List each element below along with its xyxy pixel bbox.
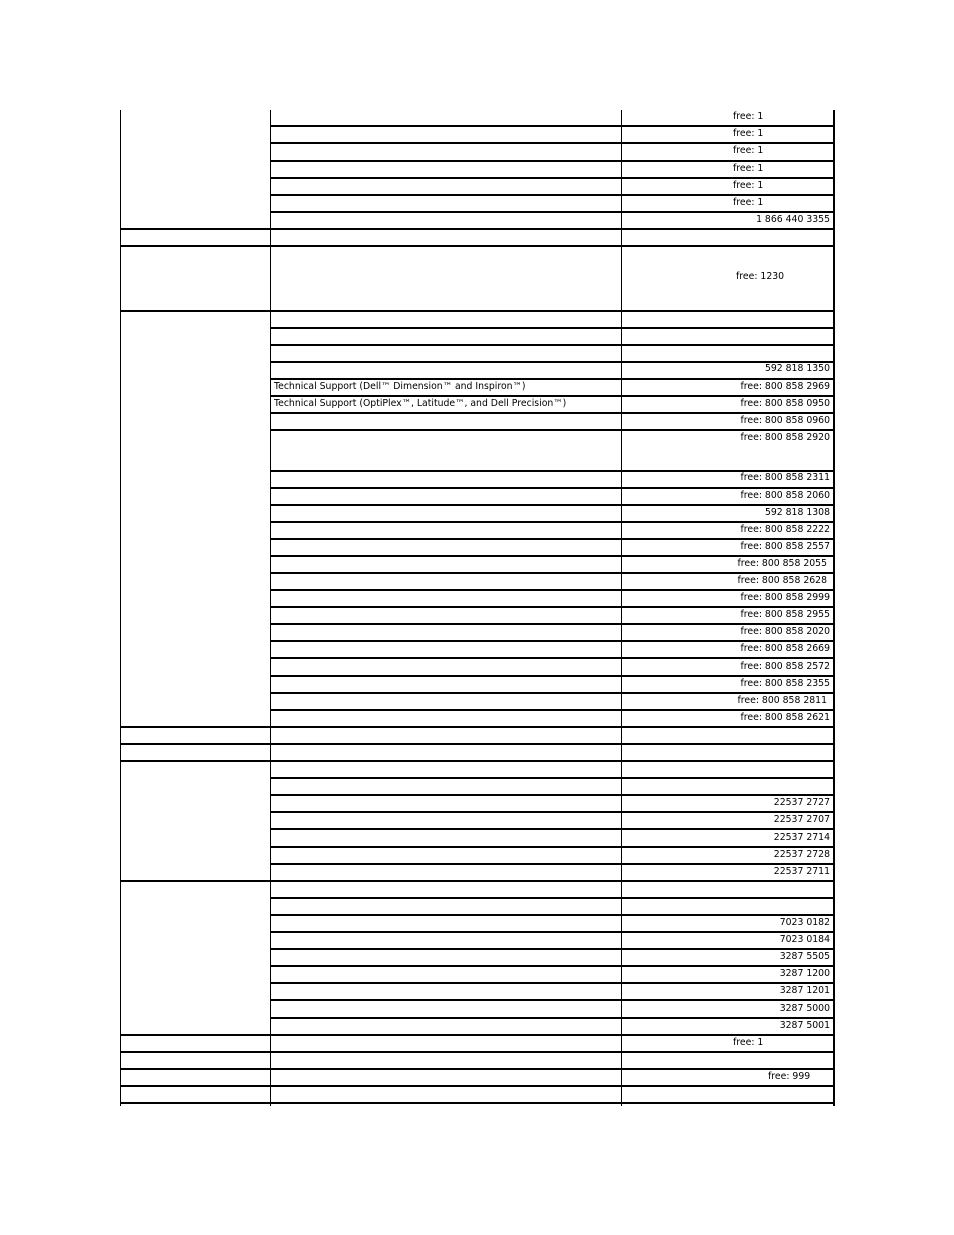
phone-number: 3287 1200 — [779, 968, 830, 979]
phone-number: free: 1 — [733, 180, 764, 191]
row-divider — [270, 675, 834, 677]
row-divider — [270, 794, 834, 796]
phone-number: free: 800 858 2969 — [740, 381, 830, 392]
row-divider — [270, 361, 834, 363]
row-divider — [120, 880, 834, 882]
column-divider — [833, 110, 835, 1106]
row-divider — [270, 589, 834, 591]
row-divider — [270, 606, 834, 608]
phone-number: 7023 0184 — [779, 934, 830, 945]
row-divider — [270, 395, 834, 397]
phone-number: 3287 1201 — [779, 985, 830, 996]
row-divider — [270, 142, 834, 144]
row-divider — [120, 1068, 834, 1070]
row-divider — [270, 897, 834, 899]
service-description: Technical Support (Dell™ Dimension™ and Inspiron™) — [274, 381, 526, 392]
row-divider — [270, 211, 834, 213]
phone-number: free: 800 858 0960 — [740, 415, 830, 426]
row-divider — [270, 125, 834, 127]
phone-number: free: 1 — [733, 1037, 764, 1048]
phone-number: free: 999 — [768, 1071, 811, 1082]
row-divider — [270, 623, 834, 625]
phone-number: 592 818 1308 — [764, 507, 830, 518]
row-divider — [120, 1051, 834, 1053]
phone-number: free: 1 — [733, 128, 764, 139]
phone-number: free: 800 858 2355 — [740, 678, 830, 689]
phone-number: 22537 2727 — [773, 797, 830, 808]
phone-number: free: 1 — [733, 197, 764, 208]
row-divider — [270, 521, 834, 523]
row-divider — [120, 245, 834, 247]
phone-number: free: 1230 — [736, 271, 785, 282]
row-divider — [270, 378, 834, 380]
phone-number: 592 818 1350 — [764, 363, 830, 374]
phone-number: free: 800 858 2999 — [740, 592, 830, 603]
phone-number: free: 1 — [733, 111, 764, 122]
row-divider — [270, 846, 834, 848]
phone-number: 3287 5505 — [779, 951, 830, 962]
row-divider — [270, 429, 834, 431]
phone-number: free: 800 858 2920 — [740, 432, 830, 443]
service-description: Technical Support (OptiPlex™, Latitude™, and Dell Precision™) — [274, 398, 567, 409]
phone-number: free: 800 858 2628 — [737, 575, 827, 586]
phone-number: free: 800 858 2222 — [740, 524, 830, 535]
row-divider — [270, 194, 834, 196]
phone-number: 22537 2714 — [773, 832, 830, 843]
row-divider — [120, 743, 834, 745]
phone-number: free: 800 858 2811 — [737, 695, 827, 706]
column-divider — [270, 110, 271, 1106]
row-divider — [270, 914, 834, 916]
phone-number: 1 866 440 3355 — [756, 214, 830, 225]
row-divider — [120, 1085, 834, 1087]
row-divider — [270, 1017, 834, 1019]
row-divider — [270, 709, 834, 711]
row-divider — [270, 555, 834, 557]
column-divider — [120, 110, 121, 1106]
column-divider — [621, 110, 622, 1106]
phone-number: 22537 2707 — [773, 814, 830, 825]
row-divider — [270, 160, 834, 162]
row-divider — [270, 504, 834, 506]
row-divider — [270, 327, 834, 329]
phone-number: free: 800 858 2557 — [740, 541, 830, 552]
row-divider — [270, 692, 834, 694]
row-divider — [270, 965, 834, 967]
row-divider — [270, 538, 834, 540]
row-divider — [270, 177, 834, 179]
phone-number: 7023 0182 — [779, 917, 830, 928]
row-divider — [270, 572, 834, 574]
phone-number: free: 800 858 2020 — [740, 626, 830, 637]
phone-number: free: 800 858 2060 — [740, 490, 830, 501]
row-divider — [120, 1102, 834, 1104]
row-divider — [270, 487, 834, 489]
phone-number: free: 800 858 2572 — [740, 661, 830, 672]
row-divider — [270, 863, 834, 865]
row-divider — [270, 828, 834, 830]
row-divider — [120, 760, 834, 762]
row-divider — [270, 999, 834, 1001]
row-divider — [270, 640, 834, 642]
row-divider — [270, 412, 834, 414]
phone-number: free: 800 858 2311 — [740, 472, 830, 483]
phone-number: 22537 2728 — [773, 849, 830, 860]
row-divider — [270, 811, 834, 813]
row-divider — [120, 1034, 834, 1036]
phone-number: free: 800 858 0950 — [740, 398, 830, 409]
row-divider — [270, 931, 834, 933]
phone-number: 3287 5001 — [779, 1020, 830, 1031]
row-divider — [270, 657, 834, 659]
phone-number: free: 1 — [733, 145, 764, 156]
phone-number: 22537 2711 — [773, 866, 830, 877]
row-divider — [120, 228, 834, 230]
row-divider — [270, 948, 834, 950]
phone-number: free: 800 858 2621 — [740, 712, 830, 723]
phone-number: 3287 5000 — [779, 1003, 830, 1014]
phone-number: free: 1 — [733, 163, 764, 174]
phone-number: free: 800 858 2055 — [737, 558, 827, 569]
row-divider — [270, 777, 834, 779]
phone-number: free: 800 858 2955 — [740, 609, 830, 620]
row-divider — [270, 982, 834, 984]
row-divider — [120, 726, 834, 728]
row-divider — [270, 344, 834, 346]
row-divider — [120, 310, 834, 312]
phone-number: free: 800 858 2669 — [740, 643, 830, 654]
